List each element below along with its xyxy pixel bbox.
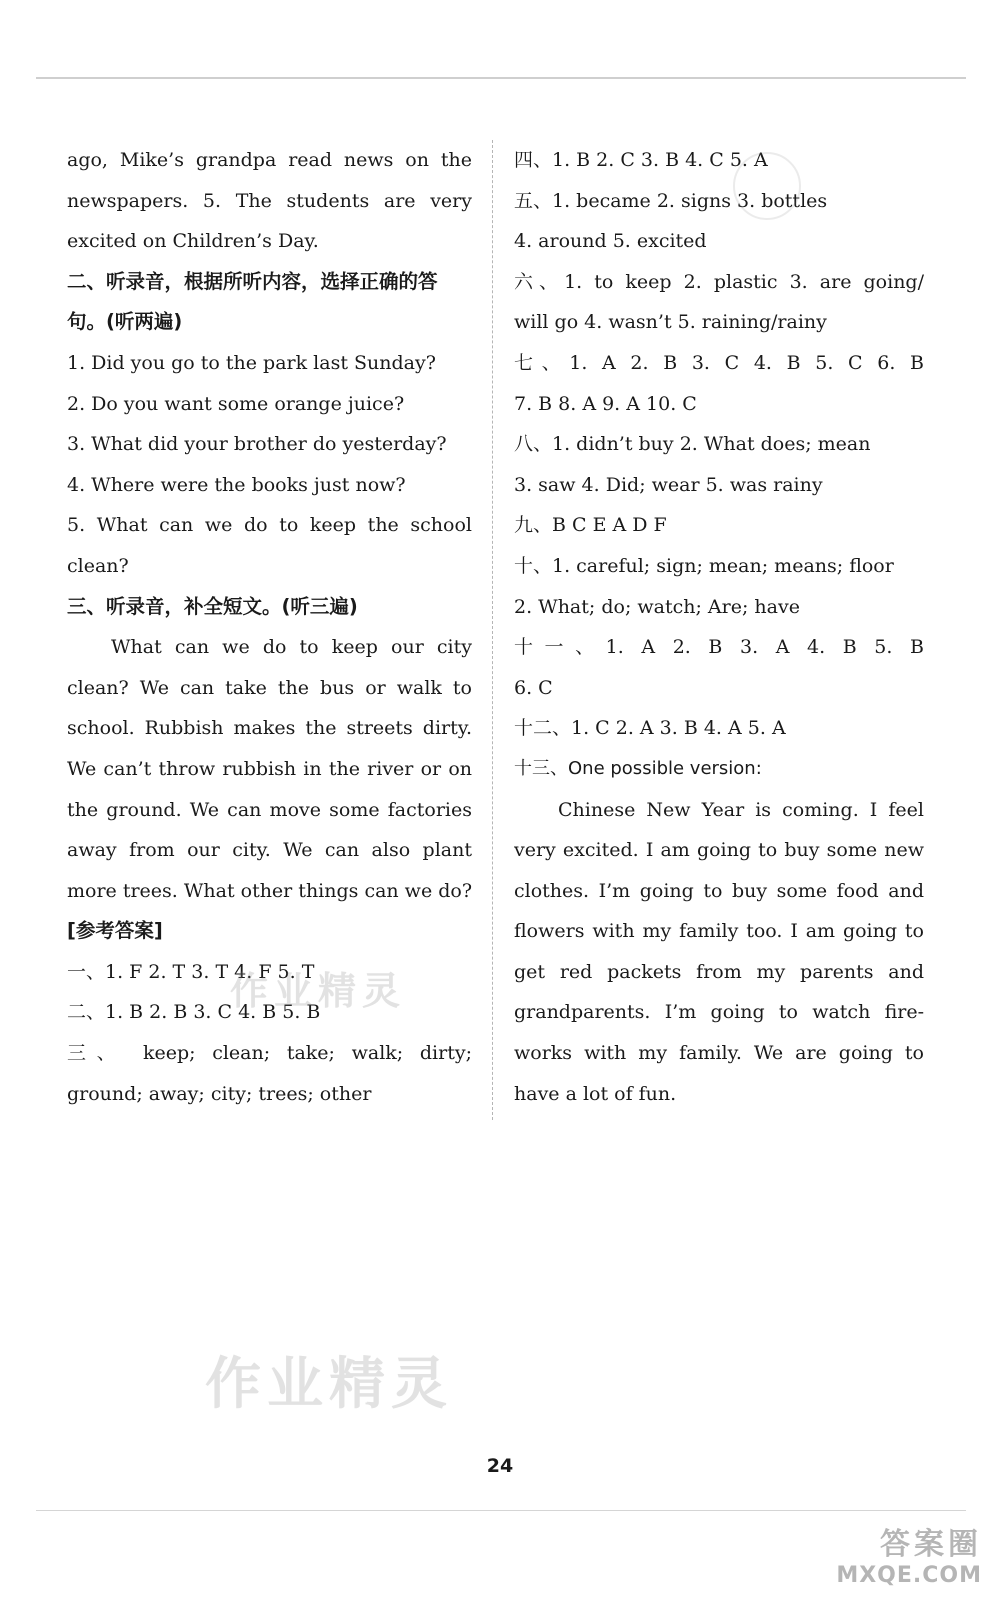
text-line: 六、1. to keep 2. plastic 3. are going/	[514, 270, 924, 293]
text-line: clean? We can take the bus or walk to	[67, 676, 472, 699]
right-column	[514, 140, 924, 1114]
text-line: 6. C	[514, 676, 553, 699]
column-divider	[492, 140, 494, 1120]
text-line: 八、1. didn’t buy 2. What does; mean	[514, 433, 871, 456]
text-line: clothes. I’m going to buy some food and	[514, 879, 924, 902]
text-line: more trees. What other things can we do?	[67, 879, 472, 902]
text-line: 7. B 8. A 9. A 10. C	[514, 392, 697, 415]
text-line: Chinese New Year is coming. I feel	[558, 798, 924, 821]
text-line: 五、1. became 2. signs 3. bottles	[514, 189, 828, 212]
text-line: ground; away; city; trees; other	[67, 1082, 372, 1105]
text-line: 三、 keep; clean; take; walk; dirty;	[67, 1042, 472, 1065]
text-line: have a lot of fun.	[514, 1082, 677, 1105]
text-line: excited on Children’s Day.	[67, 230, 319, 253]
text-line: 5. What can we do to keep the school	[67, 514, 472, 537]
text-line: clean?	[67, 554, 129, 577]
text-line: flowers with my family too. I am going to	[514, 920, 924, 943]
top-rule	[36, 77, 966, 79]
text-line: very excited. I am going to buy some new	[514, 839, 924, 862]
text-line: 七、1. A 2. B 3. C 4. B 5. C 6. B	[514, 351, 924, 374]
text-line: 3. What did your brother do yesterday?	[67, 433, 447, 456]
text-line: 4. Where were the books just now?	[67, 473, 406, 496]
section-heading: 三、听录音，补全短文。(听三遍)	[67, 594, 358, 618]
text-line: will go 4. wasn’t 5. raining/rainy	[514, 311, 827, 334]
text-line: ago, Mike’s grandpa read news on the	[67, 149, 472, 171]
text-line: 十一、1. A 2. B 3. A 4. B 5. B	[514, 636, 924, 659]
text-line: 2. Do you want some orange juice?	[67, 392, 405, 415]
bottom-rule	[36, 1510, 966, 1511]
text-line: school. Rubbish makes the streets dirty.	[67, 717, 472, 740]
section-heading: 句。(听两遍)	[67, 310, 183, 334]
text-line: 1. Did you go to the park last Sunday?	[67, 351, 436, 374]
site-logo	[836, 1519, 982, 1588]
text-line: 十二、1. C 2. A 3. B 4. A 5. A	[514, 717, 786, 740]
text-line: get red packets from my parents and	[514, 960, 924, 983]
text-line: 十、1. careful; sign; mean; means; floor	[514, 554, 894, 577]
text-line: newspapers. 5. The students are very	[67, 189, 472, 212]
text-line: 2. What; do; watch; Are; have	[514, 595, 800, 618]
text-line: works with my family. We are going to	[514, 1042, 924, 1065]
text-line: grandparents. I’m going to watch fire-	[514, 1001, 924, 1024]
text-line: 二、1. B 2. B 3. C 4. B 5. B	[67, 1001, 321, 1024]
text-line: 一、1. F 2. T 3. T 4. F 5. T	[67, 960, 315, 983]
site-logo-url: MXQE.COM	[836, 1563, 982, 1588]
page-number: 24	[486, 1455, 514, 1477]
text-line: We can’t throw rubbish in the river or on	[67, 757, 472, 780]
text-line: 3. saw 4. Did; wear 5. was rainy	[514, 473, 823, 496]
watermark: 作业精灵	[230, 969, 407, 1013]
text-line: What can we do to keep our city	[111, 636, 472, 659]
stamp-seal-icon	[733, 152, 801, 220]
text-line: away from our city. We can also plant	[67, 839, 472, 862]
text-line: 九、B C E A D F	[514, 514, 667, 537]
text-line: 十三、One possible version:	[514, 757, 762, 779]
text-line: 4. around 5. excited	[514, 230, 707, 253]
watermark: 作业精灵	[205, 1352, 453, 1417]
site-logo-name: 答案圈	[880, 1527, 982, 1562]
section-heading: 二、听录音，根据所听内容，选择正确的答	[67, 269, 438, 293]
text-line: the ground. We can move some factories	[67, 798, 472, 821]
text-line: 四、1. B 2. C 3. B 4. C 5. A	[514, 149, 768, 171]
section-heading: [参考答案]	[67, 919, 163, 943]
